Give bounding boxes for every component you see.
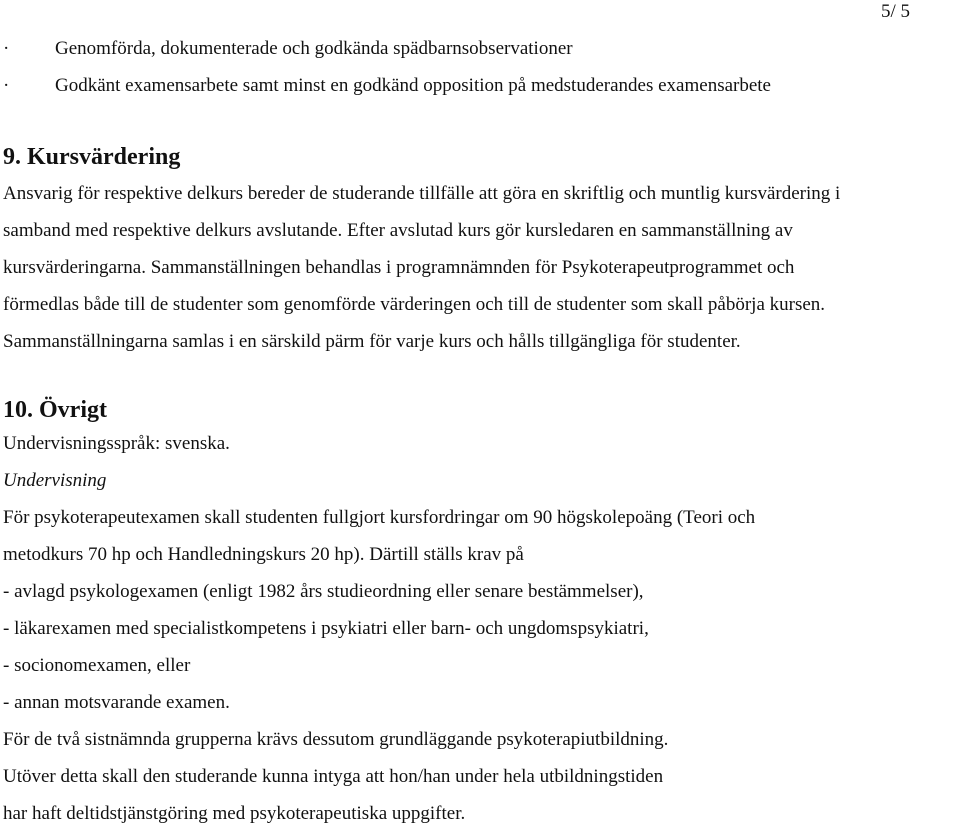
text-line: Sammanställningarna samlas i en särskild pärm för varje kurs och hålls tillgängliga för studenter. (3, 331, 741, 352)
text-line: förmedlas både till de studenter som genomförde värderingen och till de studenter som skall påbörja kursen. (3, 294, 826, 315)
text-line: - annan motsvarande examen. (3, 692, 230, 713)
text-line: har haft deltidstjänstgöring med psykoterapeutiska uppgifter. (3, 803, 466, 824)
section-heading-ovrigt: 10. Övrigt (3, 397, 107, 423)
requirements-list (3, 36, 771, 110)
text-line: - socionomexamen, eller (3, 655, 191, 676)
bullet-marker: · (3, 75, 10, 96)
list-item (3, 73, 771, 110)
text-line: metodkurs 70 hp och Handledningskurs 20 hp). Därtill ställs krav på (3, 544, 524, 565)
list-item (3, 36, 771, 73)
text-line: Ansvarig för respektive delkurs bereder de studerande tillfälle att göra en skriftlig och muntlig kursvärdering i (3, 183, 841, 204)
subheading-undervisning: Undervisning (3, 470, 107, 491)
page-number: 5/ 5 (881, 1, 911, 22)
text-line: För psykoterapeutexamen skall studenten fullgjort kursfordringar om 90 högskolepoäng (Teori och (3, 507, 756, 528)
list-item-text: Genomförda, dokumenterade och godkända spädbarnsobservationer (55, 38, 573, 59)
language-line: Undervisningsspråk: svenska. (3, 433, 230, 454)
text-line: kursvärderingarna. Sammanställningen behandlas i programnämnden för Psykoterapeutprogrammet och (3, 257, 795, 278)
text-line: - läkarexamen med specialistkompetens i psykiatri eller barn- och ungdomspsykiatri, (3, 618, 649, 639)
text-line: samband med respektive delkurs avslutande. Efter avslutad kurs gör kursledaren en sammanställning av (3, 220, 793, 241)
text-line: - avlagd psykologexamen (enligt 1982 års studieordning eller senare bestämmelser), (3, 581, 644, 602)
ovrigt-paragraph (3, 425, 960, 832)
list-item-text: Godkänt examensarbete samt minst en godkänd opposition på medstuderandes examensarbete (55, 75, 771, 96)
text-line: Utöver detta skall den studerande kunna intyga att hon/han under hela utbildningstiden (3, 766, 664, 787)
text-line: För de två sistnämnda grupperna krävs dessutom grundläggande psykoterapiutbildning. (3, 729, 669, 750)
bullet-marker: · (3, 38, 10, 59)
kursvardering-paragraph (3, 175, 960, 360)
section-heading-kursvardering: 9. Kursvärdering (3, 144, 181, 170)
